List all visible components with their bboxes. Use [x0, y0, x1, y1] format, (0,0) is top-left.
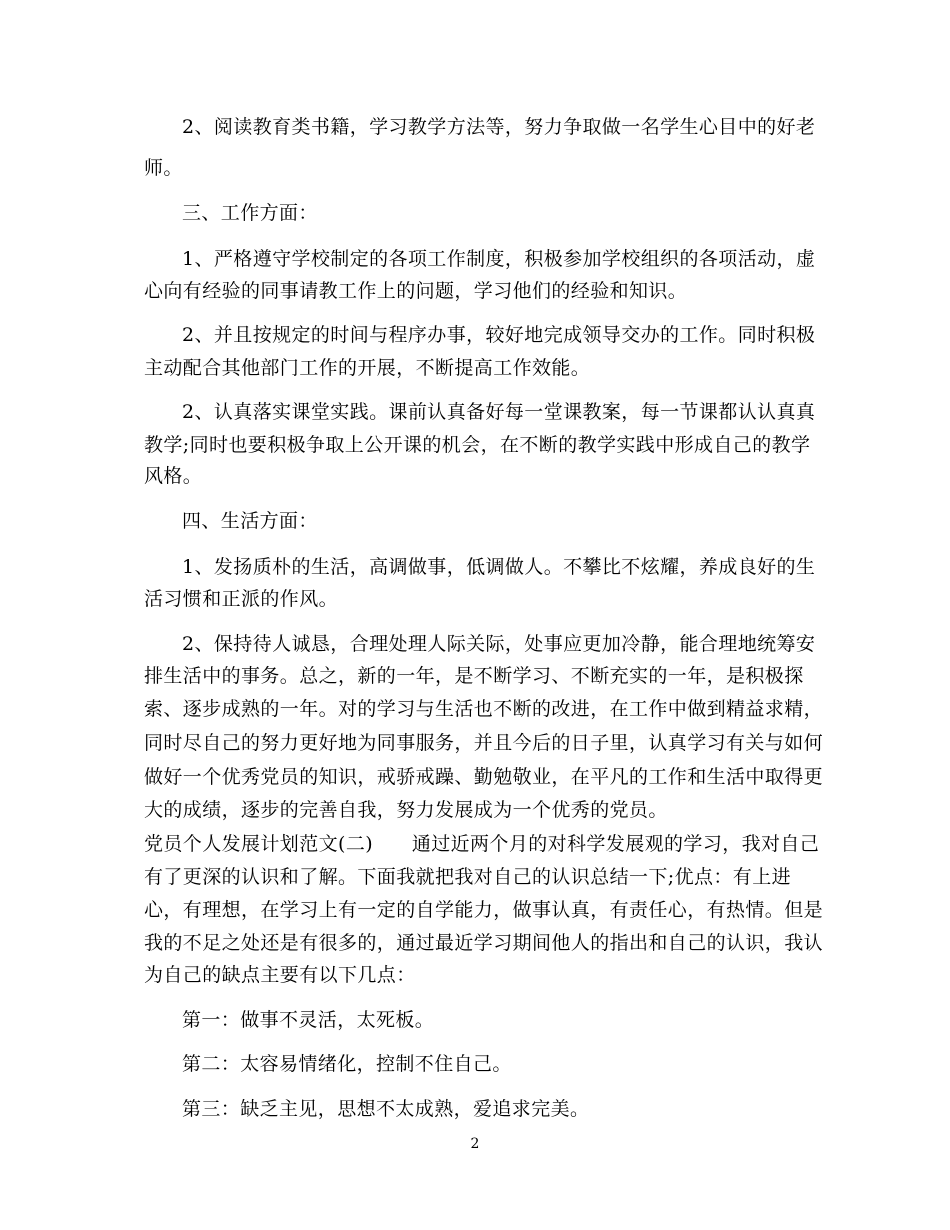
text-line: 索、逐步成熟的一年。对的学习与生活也不断的改进，在工作中做到精益求精，	[144, 698, 824, 720]
text-line: 2、保持待人诚恳，合理处理人际关际，处事应更加冷静，能合理地统筹安	[182, 633, 816, 655]
text-line: 党员个人发展计划范文(二) 通过近两个月的对科学发展观的学习，我对自己	[144, 833, 820, 855]
text-line: 2、阅读教育类书籍，学习教学方法等，努力争取做一名学生心目中的好老	[182, 116, 816, 138]
text-line: 第一：做事不灵活，太死板。	[182, 1009, 435, 1031]
text-line: 四、生活方面：	[182, 510, 318, 532]
text-line: 活习惯和正派的作风。	[144, 588, 339, 610]
text-line: 第三：缺乏主见，思想不太成熟，爱追求完美。	[182, 1098, 590, 1120]
text-line: 1、严格遵守学校制定的各项工作制度，积极参加学校组织的各项活动，虚	[182, 248, 816, 270]
text-line: 大的成绩，逐步的完善自我，努力发展成为一个优秀的党员。	[144, 799, 668, 821]
text-line: 有了更深的认识和了解。下面我就把我对自己的认识总结一下;优点：有上进	[144, 866, 792, 888]
text-line: 心，有理想，在学习上有一定的自学能力，做事认真，有责任心，有热情。但是	[144, 899, 824, 921]
text-line: 风格。	[144, 465, 203, 487]
text-line: 我的不足之处还是有很多的，通过最近学习期间他人的指出和自己的认识，我认	[144, 932, 824, 954]
text-line: 主动配合其他部门工作的开展，不断提高工作效能。	[144, 357, 591, 379]
text-line: 同时尽自己的努力更好地为同事服务，并且今后的日子里，认真学习有关与如何	[144, 732, 824, 754]
text-line: 三、工作方面：	[182, 202, 318, 224]
text-line: 心向有经验的同事请教工作上的问题，学习他们的经验和知识。	[144, 280, 688, 302]
text-line: 1、发扬质朴的生活，高调做事，低调做人。不攀比不炫耀，养成良好的生	[182, 556, 816, 578]
text-line: 做好一个优秀党员的知识，戒骄戒躁、勤勉敬业，在平凡的工作和生活中取得更	[144, 766, 824, 788]
text-line: 2、认真落实课堂实践。课前认真备好每一堂课教案，每一节课都认认真真	[182, 401, 816, 423]
text-line: 第二：太容易情绪化，控制不住自己。	[182, 1053, 512, 1075]
page-number: 2	[470, 1136, 480, 1152]
text-line: 教学;同时也要积极争取上公开课的机会，在不断的教学实践中形成自己的教学	[144, 434, 811, 456]
text-line: 排生活中的事务。总之，新的一年，是不断学习、不断充实的一年，是积极探	[144, 665, 804, 687]
text-line: 为自己的缺点主要有以下几点：	[144, 964, 416, 986]
text-line: 2、并且按规定的时间与程序办事，较好地完成领导交办的工作。同时积极	[182, 324, 816, 346]
text-line: 师。	[144, 157, 183, 179]
